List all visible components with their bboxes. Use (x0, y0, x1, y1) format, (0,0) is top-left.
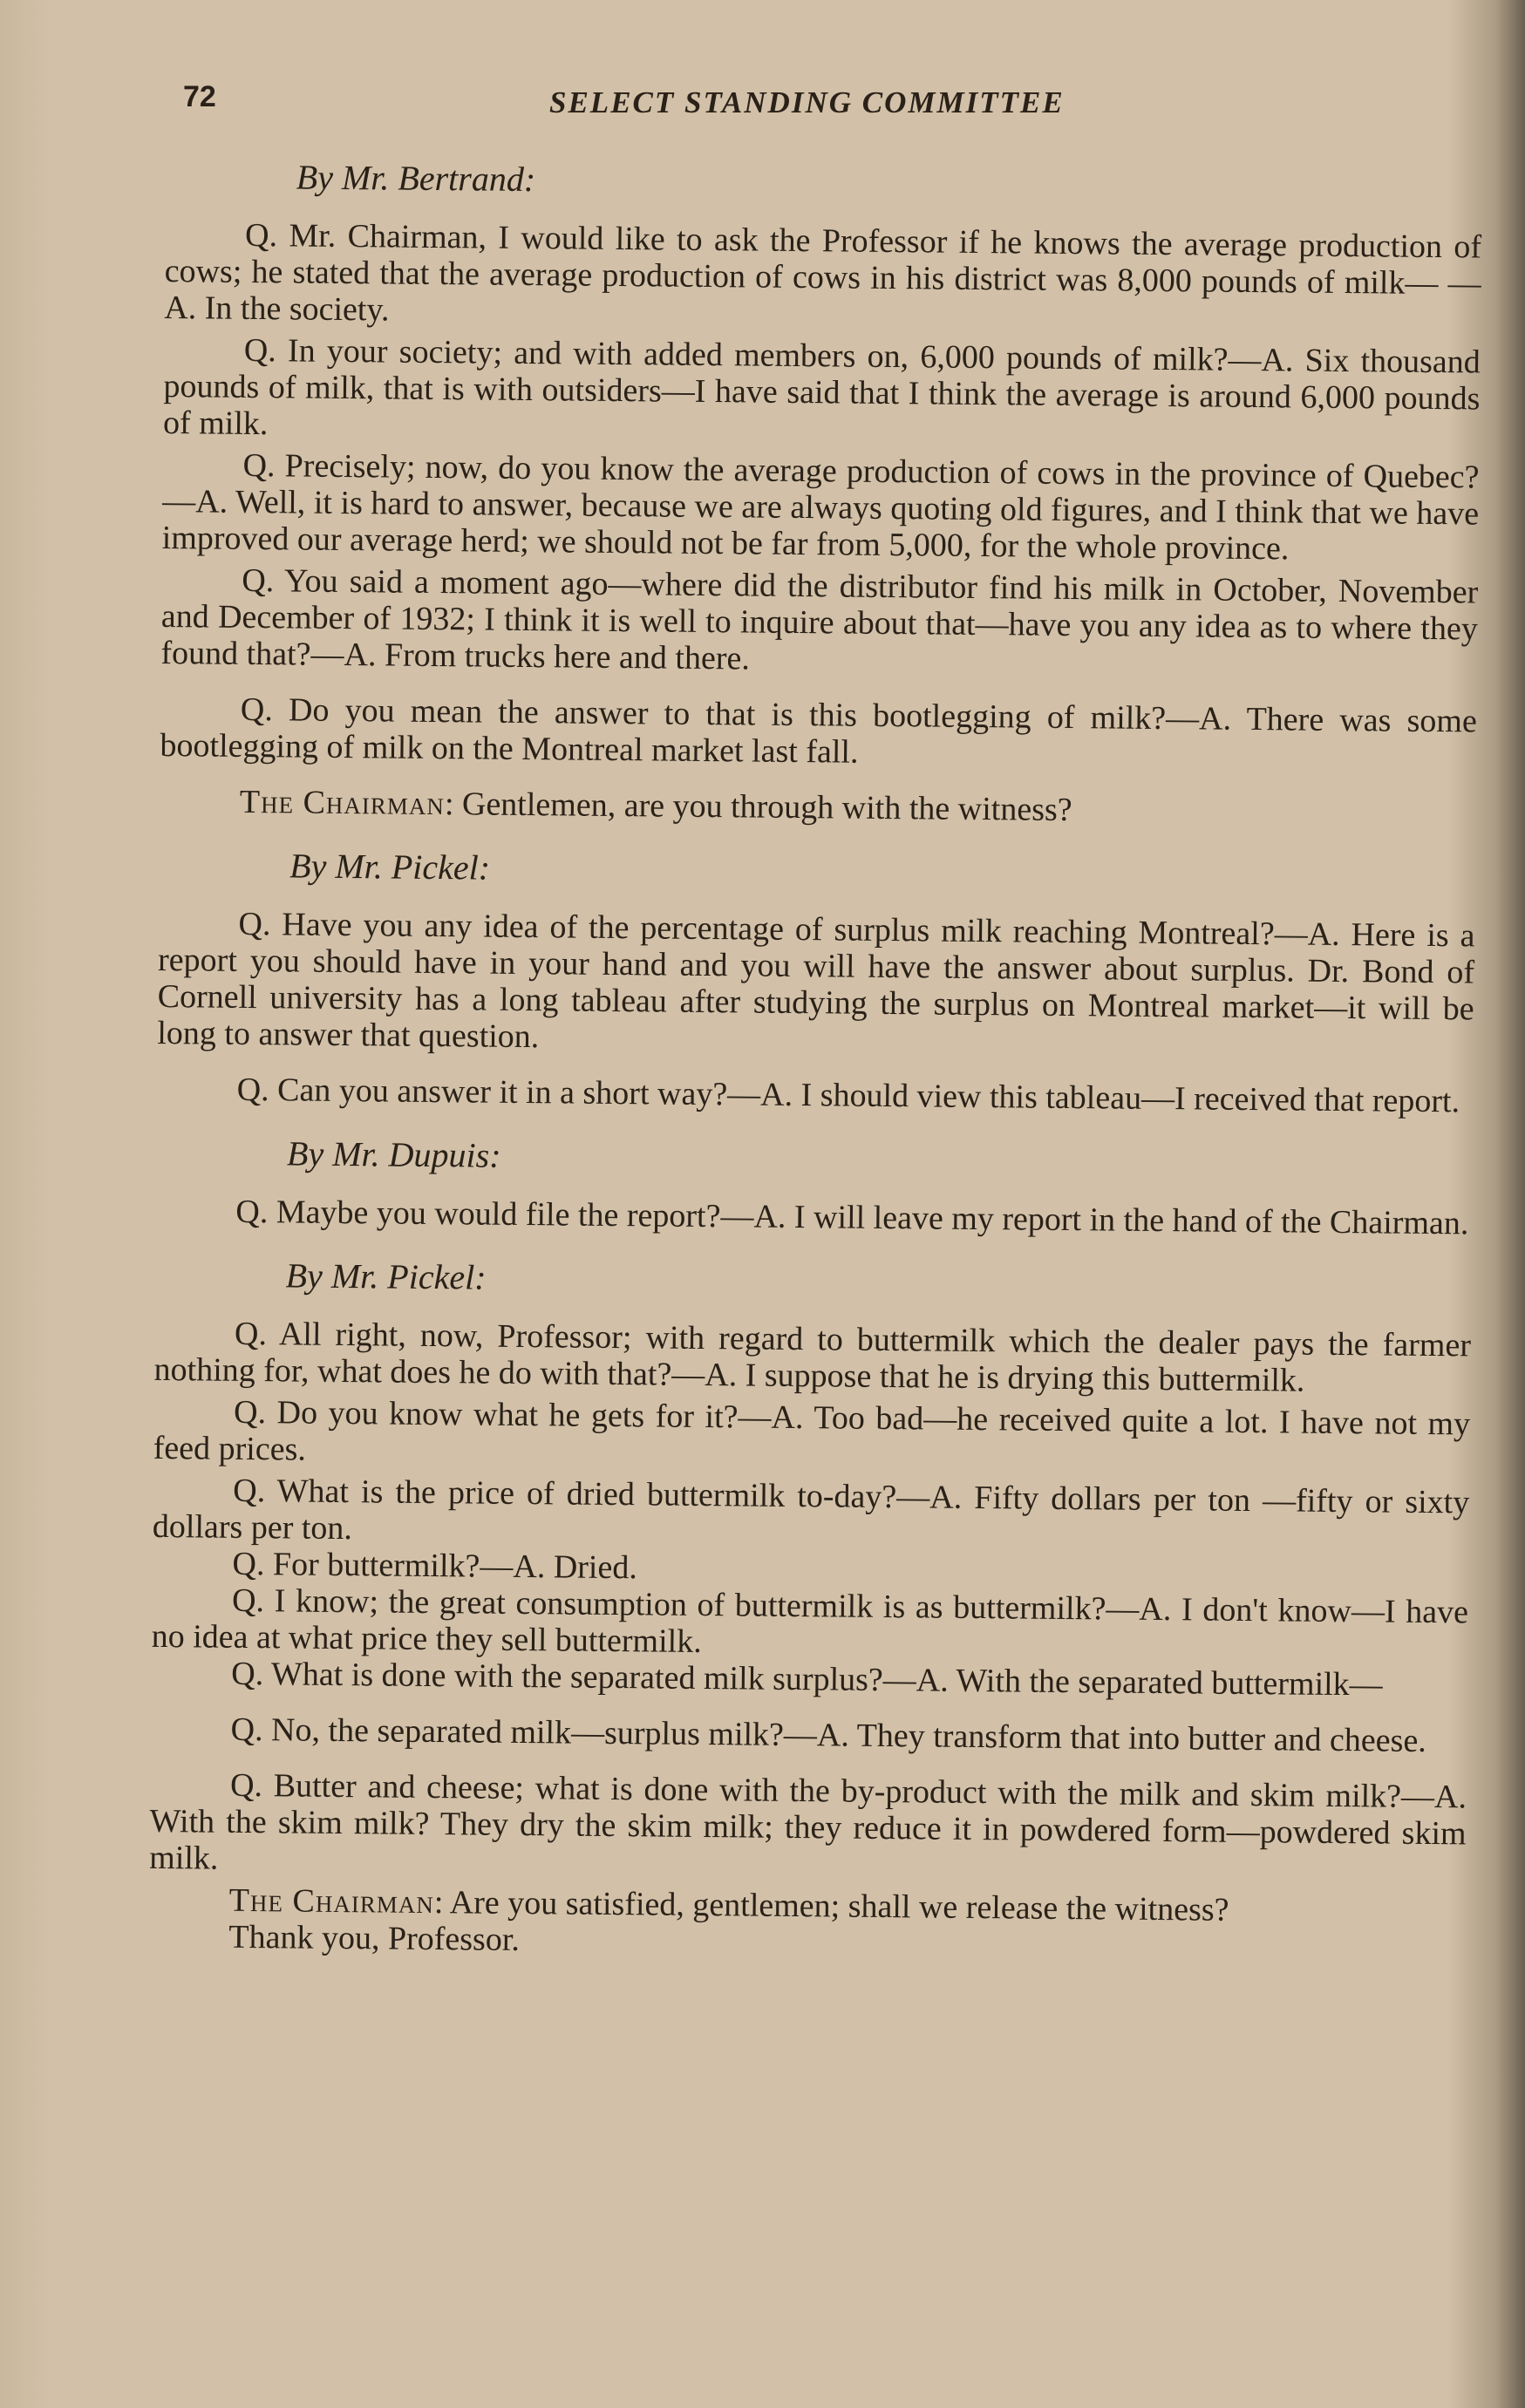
paragraph: Q. Can you answer it in a short way?—A. I should view this tableau—I received that report. (236, 1071, 1460, 1120)
paragraph: Q. In your society; and with added members on, 6,000 pounds of milk?—A. Six thousand pounds of milk, that is with outsiders—I have said that I think the average is around 6,000 pounds of milk. (162, 331, 1481, 443)
paragraph: Q. Maybe you would file the report?—A. I will leave my report in the hand of the Chairman. (235, 1193, 1469, 1242)
paragraph: Q. What is the price of dried buttermilk to-day?—A. Fifty dollars per ton —fifty or sixty dollars per ton. (152, 1472, 1470, 1548)
paragraph: Q. All right, now, Professor; with regard to buttermilk which the dealer pays the farmer nothing for, what does he do with that?—A. I suppose that he is drying this buttermilk. (153, 1315, 1472, 1399)
page-header (183, 80, 1129, 133)
running-head: SELECT STANDING COMMITTEE (549, 85, 1065, 119)
speaker-heading: By Mr. Dupuis: (286, 1133, 501, 1175)
chairman-text: : Gentlemen, are you through with the witness? (444, 786, 1072, 829)
chairman-text: : Are you satisfied, gentlemen; shall we release the witness? (433, 1884, 1229, 1928)
page-body (146, 155, 1482, 2173)
paragraph: Q. No, the separated milk—surplus milk?—A. They transform that into butter and cheese. (230, 1711, 1427, 1759)
paragraph: Q. Butter and cheese; what is done with the by-product with the milk and skim milk?—A. With the skim milk? They dry the skim milk; they reduce it in powdered form—powdered skim milk. (149, 1766, 1467, 1877)
chairman-remark (160, 783, 1476, 832)
closing-line: Thank you, Professor. (228, 1918, 521, 1958)
paragraph: Q. For buttermilk?—A. Dried. (232, 1545, 638, 1587)
paragraph: Q. Precisely; now, do you know the average production of cows in the province of Quebec?—A. Well, it is hard to answer, because we are always quoting old figures, and I think that we have improved our average herd; we should not be far from 5,000, for the whole province. (161, 446, 1480, 568)
page-number: 72 (183, 80, 216, 113)
chairman-label: The Chairman (239, 783, 446, 823)
speaker-heading: By Mr. Pickel: (289, 846, 491, 888)
chairman-label: The Chairman (228, 1881, 435, 1922)
paragraph: Q. What is done with the separated milk surplus?—A. With the separated buttermilk— (231, 1655, 1383, 1704)
paragraph: Q. You said a moment ago—where did the distributor find his milk in October, November and December of 1932; I think it is well to inquire about that—have you any idea as to where they found that?—A. From trucks here and there. (160, 561, 1479, 677)
paragraph: Q. Have you any idea of the percentage of surplus milk reaching Montreal?—A. Here is a report you should have in your hand and you will have the answer about surplus. Dr. Bond of Cornell university has a long tableau after studying the surplus on Montreal market—it will be long to answer that question. (157, 905, 1475, 1056)
paragraph: Q. Do you mean the answer to that is this bootlegging of milk?—A. There was some bootlegging of milk on the Montreal market last fall. (160, 690, 1478, 771)
speaker-heading: By Mr. Pickel: (285, 1255, 487, 1297)
paragraph: Q. Mr. Chairman, I would like to ask the Professor if he knows the average production of cows; he stated that the average production of cows in his district was 8,000 pounds of milk— —A. In the society. (164, 216, 1482, 329)
speaker-heading: By Mr. Bertrand: (296, 157, 536, 200)
paragraph: Q. Do you know what he gets for it?—A. Too bad—he received quite a lot. I have not my feed prices. (153, 1393, 1471, 1468)
paragraph: Q. I know; the great consumption of buttermilk is as buttermilk?—A. I don't know—I have no idea at what price they sell buttermilk. (151, 1582, 1469, 1660)
